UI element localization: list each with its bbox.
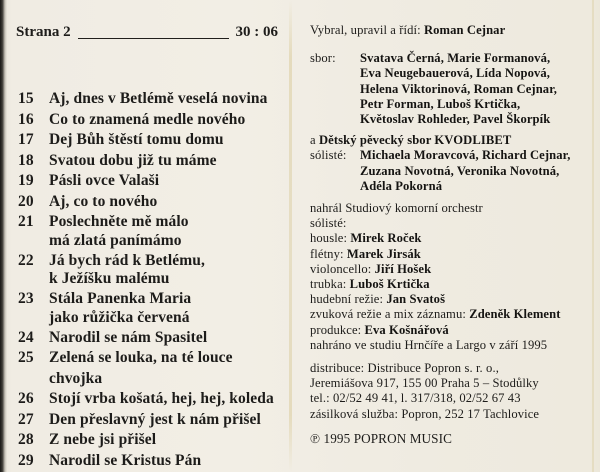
track-title — [49, 348, 278, 389]
role-credit — [310, 231, 582, 246]
soloists-block — [310, 148, 582, 194]
role-name: Mirek Roček — [350, 231, 422, 246]
scan-edge-shadow — [0, 0, 7, 472]
track-number: 16 — [18, 110, 34, 128]
role-name: Marek Jirsák — [346, 246, 421, 261]
track-title-line: Já bych rád k Betlému, — [49, 251, 205, 269]
track-row — [16, 251, 278, 290]
role-label: flétny: — [310, 246, 347, 261]
role-name: Eva Košnářová — [364, 322, 449, 337]
track-number: 15 — [18, 90, 34, 107]
role-credit — [310, 277, 582, 292]
kvodlibet-name: Dětský pěvecký sbor KVODLIBET — [318, 133, 512, 148]
distribution-block — [310, 361, 582, 422]
track-title — [49, 171, 278, 192]
track-row — [16, 89, 278, 110]
track-number: 23 — [18, 290, 34, 307]
choir-name-line: Svatava Černá, Marie Formanová, — [360, 51, 551, 66]
role-credit — [310, 323, 582, 338]
track-list — [16, 89, 278, 471]
orchestra-line: nahrál Studiový komorní orchestr — [310, 201, 483, 216]
track-title — [49, 212, 278, 251]
track-title-line: Z nebe jsi přišel — [49, 431, 157, 448]
track-row — [16, 171, 278, 192]
track-title — [49, 110, 278, 131]
distribution-line: tel.: 02/52 49 41, l. 317/318, 02/52 67 43 — [310, 391, 521, 406]
track-title — [49, 389, 278, 410]
role-label: housle: — [310, 231, 351, 246]
soloist-name-line: Zuzana Novotná, Veronika Novotná, — [360, 163, 560, 178]
track-number: 26 — [18, 390, 34, 407]
track-title-line: Poslechněte mě málo — [49, 213, 189, 230]
track-row — [16, 130, 278, 151]
track-row — [16, 212, 278, 251]
track-number: 21 — [18, 213, 34, 230]
role-label: hudební režie: — [310, 292, 387, 307]
copyright-line: ℗ 1995 POPRON MUSIC — [310, 430, 452, 446]
tracklist-panel — [16, 22, 278, 471]
track-number: 27 — [18, 410, 34, 428]
soloist-name-line: Adéla Pokorná — [360, 178, 443, 193]
track-row — [16, 389, 278, 410]
track-number: 24 — [18, 328, 34, 346]
track-title — [49, 430, 278, 451]
track-title — [49, 328, 278, 349]
kvodlibet-prefix: a — [310, 133, 319, 148]
distribution-line: Jeremiášova 917, 155 00 Praha 5 – Stodůlky — [310, 376, 539, 391]
track-title — [49, 451, 278, 472]
distribution-line: zásilková služba: Popron, 252 17 Tachlovice — [310, 406, 540, 421]
track-number: 18 — [18, 151, 34, 169]
track-title-line: Aj, dnes v Betlémě veselá novina — [49, 90, 268, 107]
track-title — [49, 251, 278, 290]
track-title-line: Svatou dobu již tu máme — [49, 151, 217, 169]
choir-block — [310, 51, 582, 127]
track-number: 25 — [18, 349, 34, 366]
fold-crease — [289, 0, 292, 472]
blank-rule — [78, 38, 229, 39]
choir-name-line: Květoslav Rohleder, Pavel Škorpík — [360, 112, 551, 127]
choir-name-line: Eva Neugebauerová, Lída Nopová, — [360, 66, 551, 81]
track-row — [16, 348, 278, 389]
track-row — [16, 151, 278, 172]
track-title — [49, 289, 278, 328]
track-title-line: Dej Bůh štěstí tomu domu — [49, 131, 224, 148]
track-title-line-2: má zlatá panímámo — [49, 231, 182, 249]
role-label: zvuková režie a mix záznamu: — [310, 307, 470, 322]
soloists-label: sólisté: — [310, 148, 347, 163]
track-title-line: Co to znamená medle nového — [49, 110, 246, 128]
side-header — [16, 22, 278, 42]
track-title — [49, 151, 278, 172]
choir-names — [360, 51, 582, 127]
role-credit — [310, 262, 582, 277]
choir-label: sbor: — [310, 51, 336, 66]
total-time: 30 : 06 — [235, 24, 278, 40]
track-number: 20 — [18, 192, 34, 210]
track-title-line: Stojí vrba košatá, hej, hej, koleda — [49, 390, 274, 407]
track-row — [16, 328, 278, 349]
track-number: 17 — [18, 131, 34, 148]
track-row — [16, 110, 278, 131]
role-label: produkce: — [310, 322, 365, 337]
role-name: Zdeněk Klement — [469, 307, 561, 322]
soloist-name-line: Michaela Moravcová, Richard Cejnar, — [360, 148, 571, 163]
track-number: 19 — [18, 172, 34, 189]
track-title-line: Stála Panenka Maria — [49, 290, 192, 307]
track-row — [16, 289, 278, 328]
track-title — [49, 192, 278, 213]
role-name: Jiří Hošek — [374, 261, 432, 276]
credits-panel — [310, 23, 582, 446]
lead-credit-name: Roman Cejnar — [423, 23, 506, 37]
track-number: 29 — [18, 451, 34, 469]
track-title-line: Pásli ovce Valaši — [49, 172, 160, 189]
role-credit — [310, 247, 582, 262]
track-title — [49, 89, 278, 110]
choir-name-line: Petr Forman, Luboš Krtička, — [360, 96, 521, 111]
track-title-line: Zelená se louka, na té louce chvojka — [49, 349, 233, 387]
distribution-line: distribuce: Distribuce Popron s. r. o., — [310, 361, 499, 376]
choir-name-line: Helena Viktorinová, Roman Cejnar, — [360, 81, 557, 96]
scan-edge-right — [592, 0, 594, 472]
track-title-line-2: jako růžička červená — [49, 308, 190, 326]
track-row — [16, 410, 278, 431]
track-title — [49, 410, 278, 431]
track-title — [49, 130, 278, 151]
lead-credit — [310, 23, 582, 38]
track-row — [16, 451, 278, 472]
track-title-line: Aj, co to nového — [49, 192, 158, 210]
lead-credit-label: Vybral, upravil a řídí: — [310, 23, 424, 37]
track-title-line: Narodil se Kristus Pán — [49, 451, 202, 469]
track-title-line: Den přeslavný jest k nám přišel — [49, 410, 261, 428]
role-credit — [310, 307, 582, 322]
track-title-line-2: k Ježíšku malému — [49, 270, 170, 287]
side-label: Strana 2 — [16, 24, 71, 40]
track-row — [16, 430, 278, 451]
role-credit — [310, 292, 582, 307]
soloists-names — [360, 148, 582, 194]
track-number: 22 — [18, 251, 34, 269]
role-name: Jan Svatoš — [386, 292, 446, 307]
track-row — [16, 192, 278, 213]
track-number: 28 — [18, 431, 34, 448]
orchestra-soloists-label: sólisté: — [310, 216, 347, 231]
role-name: Luboš Krtička — [349, 277, 430, 292]
kvodlibet-line — [310, 133, 582, 148]
role-label: violoncello: — [310, 261, 375, 276]
track-title-line: Narodil se nám Spasitel — [49, 328, 208, 346]
role-label: trubka: — [310, 277, 350, 292]
recorded-line: nahráno ve studiu Hrnčíře a Largo v září 1995 — [310, 337, 548, 352]
